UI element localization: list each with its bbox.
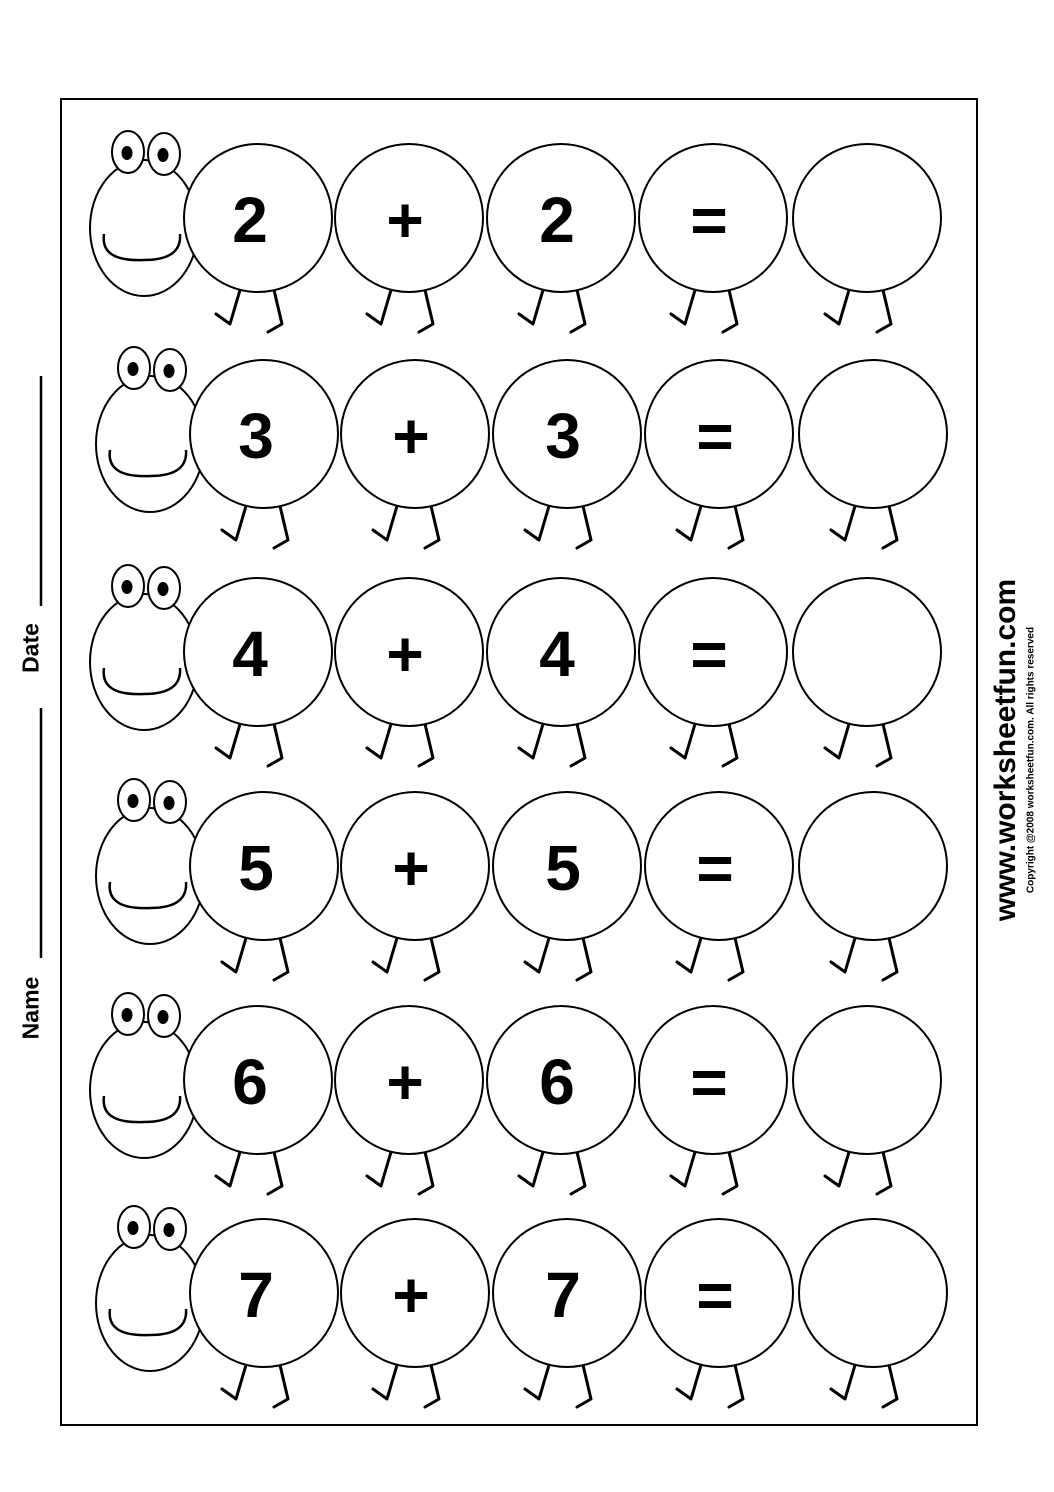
second-number	[487, 144, 635, 292]
legs	[216, 724, 282, 766]
legs	[831, 506, 897, 548]
legs	[525, 938, 591, 980]
legs	[671, 290, 737, 332]
legs	[222, 1365, 288, 1407]
legs	[222, 506, 288, 548]
eye-icon	[154, 349, 186, 391]
plus-sign	[335, 1006, 483, 1154]
legs	[373, 938, 439, 980]
equals-sign-text: =	[696, 832, 734, 904]
plus-sign-text: +	[386, 184, 424, 256]
equals-sign	[639, 578, 787, 726]
equals-sign	[645, 792, 793, 940]
site-url: www.worksheetfun.com	[989, 578, 1022, 922]
caterpillar-row	[96, 1206, 947, 1407]
eye-icon	[118, 779, 150, 821]
caterpillar-rows	[90, 131, 947, 1407]
equals-sign-text: =	[696, 400, 734, 472]
eye-icon	[112, 131, 144, 173]
caterpillar-row	[90, 131, 941, 332]
second-number-text: 6	[539, 1046, 575, 1118]
first-number-text: 6	[232, 1046, 268, 1118]
plus-sign	[341, 360, 489, 508]
equals-sign-text: =	[690, 184, 728, 256]
equals-sign-text: =	[690, 618, 728, 690]
answer-circle[interactable]	[799, 1219, 947, 1367]
legs	[216, 290, 282, 332]
first-number	[184, 144, 332, 292]
second-number-text: 5	[545, 832, 581, 904]
legs	[373, 1365, 439, 1407]
second-number-text: 3	[545, 400, 581, 472]
equals-sign	[645, 360, 793, 508]
equals-sign	[639, 144, 787, 292]
caterpillar-head	[90, 993, 198, 1158]
eye-icon	[112, 565, 144, 607]
caterpillar-row	[90, 565, 941, 766]
plus-sign	[341, 1219, 489, 1367]
legs	[525, 506, 591, 548]
first-number	[190, 1219, 338, 1367]
legs	[831, 1365, 897, 1407]
equals-sign	[639, 1006, 787, 1154]
first-number	[184, 1006, 332, 1154]
caterpillar-head	[90, 565, 198, 730]
first-number-text: 2	[232, 184, 268, 256]
legs	[367, 724, 433, 766]
caterpillar-row	[96, 779, 947, 980]
caterpillar-head	[96, 347, 204, 512]
name-label: Name	[17, 976, 44, 1040]
equals-sign	[645, 1219, 793, 1367]
plus-sign	[335, 144, 483, 292]
eye-icon	[148, 995, 180, 1037]
legs	[677, 1365, 743, 1407]
copyright-text: Copyright @2008 worksheetfun.com. All rights reserved	[1025, 626, 1037, 894]
answer-circle[interactable]	[793, 144, 941, 292]
eye-icon	[148, 133, 180, 175]
answer-circle[interactable]	[799, 360, 947, 508]
caterpillar-row	[90, 993, 941, 1194]
legs	[825, 724, 891, 766]
plus-sign-text: +	[386, 1046, 424, 1118]
legs	[216, 1152, 282, 1194]
answer-circle[interactable]	[793, 1006, 941, 1154]
second-number	[493, 792, 641, 940]
legs	[519, 724, 585, 766]
second-number	[487, 578, 635, 726]
caterpillar-head	[96, 779, 204, 944]
second-number	[493, 1219, 641, 1367]
legs	[825, 290, 891, 332]
legs	[525, 1365, 591, 1407]
caterpillar-head	[96, 1206, 204, 1371]
first-number	[190, 792, 338, 940]
first-number	[184, 578, 332, 726]
legs	[671, 724, 737, 766]
second-number-text: 2	[539, 184, 575, 256]
plus-sign-text: +	[386, 618, 424, 690]
eye-icon	[112, 993, 144, 1035]
caterpillar-head	[90, 131, 198, 296]
legs	[825, 1152, 891, 1194]
legs	[519, 1152, 585, 1194]
first-number-text: 7	[238, 1259, 274, 1331]
legs	[519, 290, 585, 332]
legs	[677, 938, 743, 980]
first-number-text: 4	[232, 618, 268, 690]
legs	[222, 938, 288, 980]
plus-sign	[335, 578, 483, 726]
first-number	[190, 360, 338, 508]
second-number-text: 7	[545, 1259, 581, 1331]
eye-icon	[154, 1208, 186, 1250]
answer-circle[interactable]	[793, 578, 941, 726]
equals-sign-text: =	[696, 1259, 734, 1331]
name-date-lines	[0, 0, 60, 1492]
legs	[831, 938, 897, 980]
plus-sign	[341, 792, 489, 940]
first-number-text: 3	[238, 400, 274, 472]
eye-icon	[118, 347, 150, 389]
eye-icon	[148, 567, 180, 609]
first-number-text: 5	[238, 832, 274, 904]
second-number	[487, 1006, 635, 1154]
legs	[671, 1152, 737, 1194]
second-number	[493, 360, 641, 508]
caterpillar-row	[96, 347, 947, 548]
eye-icon	[118, 1206, 150, 1248]
eye-icon	[154, 781, 186, 823]
date-label: Date	[17, 623, 44, 673]
equals-sign-text: =	[690, 1046, 728, 1118]
legs	[677, 506, 743, 548]
legs	[367, 290, 433, 332]
legs	[367, 1152, 433, 1194]
plus-sign-text: +	[392, 1259, 430, 1331]
answer-circle[interactable]	[799, 792, 947, 940]
legs	[373, 506, 439, 548]
second-number-text: 4	[539, 618, 575, 690]
plus-sign-text: +	[392, 832, 430, 904]
plus-sign-text: +	[392, 400, 430, 472]
